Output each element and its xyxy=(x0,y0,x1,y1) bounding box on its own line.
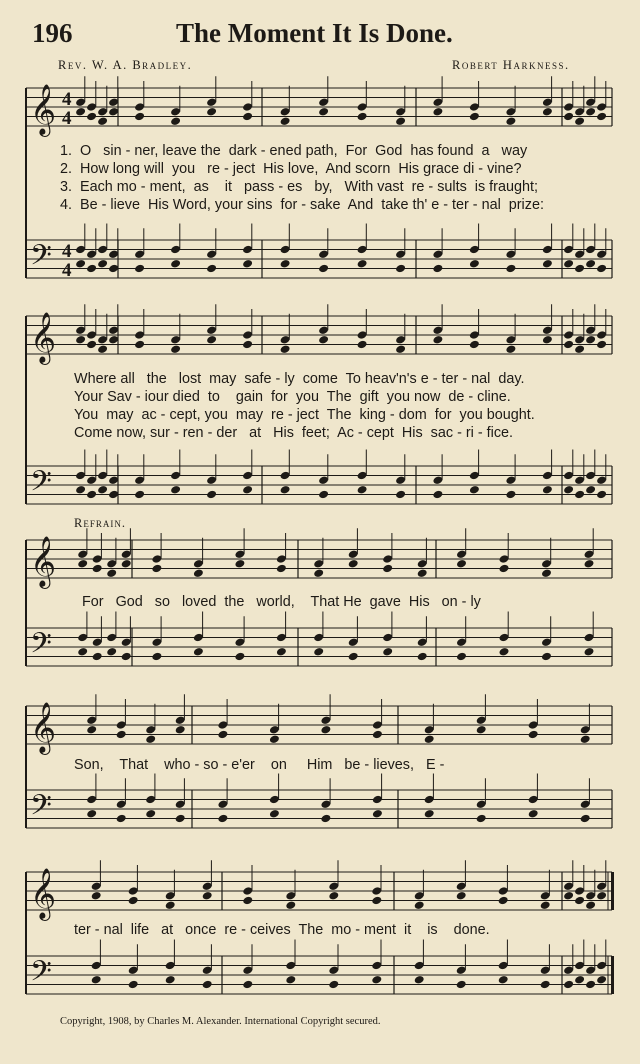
notehead xyxy=(596,490,607,500)
notehead xyxy=(91,891,102,901)
notehead xyxy=(542,107,553,117)
notehead xyxy=(357,485,368,495)
notehead xyxy=(395,116,406,126)
notehead xyxy=(206,490,217,500)
final-bar-line xyxy=(611,872,614,910)
notehead xyxy=(540,900,551,910)
notehead xyxy=(128,896,139,906)
bass-clef-icon: 𝄢 xyxy=(30,239,52,279)
notehead xyxy=(563,259,574,269)
notehead xyxy=(505,344,516,354)
verse-1-line-2: Where all the lost may safe - ly come To heav'n's e - ter - nal day. xyxy=(74,371,525,387)
notehead xyxy=(585,900,596,910)
composer-credit: Robert Harkness. xyxy=(452,58,570,72)
notehead xyxy=(371,896,382,906)
notehead xyxy=(542,259,553,269)
notehead xyxy=(92,652,103,662)
notehead xyxy=(92,564,103,574)
notehead xyxy=(563,485,574,495)
treble-clef-icon: 𝄞 xyxy=(30,312,57,363)
notehead xyxy=(206,107,217,117)
notehead xyxy=(563,891,574,901)
notehead xyxy=(476,725,487,735)
notehead xyxy=(574,975,585,985)
notehead xyxy=(417,652,428,662)
verse-3-line-2: You may ac - cept, you may re - ject The king - dom for you bought. xyxy=(74,407,535,423)
notehead xyxy=(414,900,425,910)
notehead xyxy=(574,490,585,500)
notehead xyxy=(242,259,253,269)
notehead xyxy=(469,485,480,495)
notehead xyxy=(106,568,117,578)
notehead xyxy=(499,564,510,574)
notehead xyxy=(584,647,595,657)
notehead xyxy=(97,485,108,495)
notehead xyxy=(382,647,393,657)
bass-clef-icon: 𝄢 xyxy=(30,465,52,505)
notehead xyxy=(585,485,596,495)
notehead xyxy=(206,264,217,274)
bass-clef-icon: 𝄢 xyxy=(30,955,52,995)
notehead xyxy=(217,814,228,824)
notehead xyxy=(476,814,487,824)
notehead xyxy=(145,734,156,744)
notehead xyxy=(348,559,359,569)
notehead xyxy=(505,264,516,274)
notehead xyxy=(585,335,596,345)
notehead xyxy=(540,980,551,990)
notehead xyxy=(134,112,145,122)
notehead xyxy=(395,490,406,500)
notehead xyxy=(313,568,324,578)
verse-4-line-2: Come now, sur - ren - der at His feet; Ac - cept His sac - ri - fice. xyxy=(74,425,514,441)
time-signature-bottom: 4 xyxy=(62,260,72,281)
verse-2-line-2: Your Sav - iour died to gain for you The gift you now de - cline. xyxy=(74,389,511,405)
notehead xyxy=(371,975,382,985)
notehead xyxy=(202,980,213,990)
notehead xyxy=(469,112,480,122)
notehead xyxy=(580,814,591,824)
bass-clef-icon: 𝄢 xyxy=(30,627,52,667)
notehead xyxy=(432,335,443,345)
notehead xyxy=(206,335,217,345)
notehead xyxy=(432,107,443,117)
notehead xyxy=(498,975,509,985)
notehead xyxy=(541,652,552,662)
notehead xyxy=(596,112,607,122)
notehead xyxy=(328,980,339,990)
copyright-notice: Copyright, 1908, by Charles M. Alexander. International Copyright secured. xyxy=(60,1016,381,1027)
time-signature-bottom: 4 xyxy=(62,108,72,129)
notehead xyxy=(498,896,509,906)
notehead xyxy=(77,559,88,569)
notehead xyxy=(234,559,245,569)
notehead xyxy=(596,975,607,985)
notehead xyxy=(202,891,213,901)
notehead xyxy=(563,112,574,122)
notehead xyxy=(469,259,480,269)
notehead xyxy=(285,900,296,910)
notehead xyxy=(121,559,132,569)
verse-2-line-1: 2. How long will you re - ject His love, And scorn His grace di - vine? xyxy=(60,161,522,177)
notehead xyxy=(585,107,596,117)
notehead xyxy=(528,809,539,819)
notehead xyxy=(86,112,97,122)
notehead xyxy=(585,259,596,269)
notehead xyxy=(217,730,228,740)
notehead xyxy=(242,112,253,122)
notehead xyxy=(313,647,324,657)
notehead xyxy=(75,485,86,495)
notehead xyxy=(285,975,296,985)
notehead xyxy=(456,980,467,990)
lyricist-credit: Rev. W. A. Bradley. xyxy=(58,58,193,72)
notehead xyxy=(134,264,145,274)
notehead xyxy=(528,730,539,740)
notehead xyxy=(242,896,253,906)
notehead xyxy=(128,980,139,990)
final-bar-line xyxy=(611,956,614,994)
notehead xyxy=(121,652,132,662)
notehead xyxy=(320,725,331,735)
notehead xyxy=(414,975,425,985)
notehead xyxy=(106,647,117,657)
notehead xyxy=(242,980,253,990)
notehead xyxy=(75,335,86,345)
verse-1-line-1: 1. O sin - ner, leave the dark - ened path, For God has found a way xyxy=(60,143,528,159)
notehead xyxy=(193,647,204,657)
notehead xyxy=(269,734,280,744)
notehead xyxy=(424,734,435,744)
notehead xyxy=(86,264,97,274)
notehead xyxy=(175,814,186,824)
notehead xyxy=(151,652,162,662)
notehead xyxy=(505,490,516,500)
notehead xyxy=(596,340,607,350)
treble-clef-icon: 𝄞 xyxy=(30,84,57,135)
notehead xyxy=(320,814,331,824)
notehead xyxy=(318,335,329,345)
notehead xyxy=(563,340,574,350)
notehead xyxy=(86,725,97,735)
notehead xyxy=(372,730,383,740)
notehead xyxy=(596,891,607,901)
notehead xyxy=(395,264,406,274)
notehead xyxy=(584,559,595,569)
notehead xyxy=(151,564,162,574)
notehead xyxy=(499,647,510,657)
notehead xyxy=(193,568,204,578)
notehead xyxy=(395,344,406,354)
notehead xyxy=(134,490,145,500)
notehead xyxy=(357,259,368,269)
notehead xyxy=(357,340,368,350)
notehead xyxy=(348,652,359,662)
notehead xyxy=(280,344,291,354)
notehead xyxy=(505,116,516,126)
notehead xyxy=(145,809,156,819)
notehead xyxy=(276,564,287,574)
notehead xyxy=(86,490,97,500)
bass-clef-icon: 𝄢 xyxy=(30,789,52,829)
hymn-number: 196 xyxy=(32,18,73,48)
notehead xyxy=(318,107,329,117)
notehead xyxy=(596,264,607,274)
notehead xyxy=(242,340,253,350)
notehead xyxy=(175,725,186,735)
refrain-label: Refrain. xyxy=(74,516,126,530)
notehead xyxy=(86,809,97,819)
notehead xyxy=(542,335,553,345)
notehead xyxy=(165,975,176,985)
notehead xyxy=(574,344,585,354)
treble-clef-icon: 𝄞 xyxy=(30,868,57,919)
notehead xyxy=(580,734,591,744)
notehead xyxy=(165,900,176,910)
notehead xyxy=(432,264,443,274)
refrain-line-2: Son, That who - so - e'er on Him be - lieves, E - xyxy=(74,757,445,773)
notehead xyxy=(170,344,181,354)
time-signature-top: 4 xyxy=(62,89,72,110)
notehead xyxy=(424,809,435,819)
notehead xyxy=(269,809,280,819)
notehead xyxy=(86,340,97,350)
refrain-line-3: ter - nal life at once re - ceives The mo - ment it is done. xyxy=(74,922,490,938)
notehead xyxy=(357,112,368,122)
notehead xyxy=(134,340,145,350)
notehead xyxy=(116,730,127,740)
notehead xyxy=(242,485,253,495)
notehead xyxy=(170,259,181,269)
verse-4-line-1: 4. Be - lieve His Word, your sins for - sake And take th' e - ter - nal prize: xyxy=(60,197,544,213)
notehead xyxy=(417,568,428,578)
notehead xyxy=(456,652,467,662)
notehead xyxy=(469,340,480,350)
verse-3-line-1: 3. Each mo - ment, as it pass - es by, With vast re - sults is fraught; xyxy=(60,179,538,195)
notehead xyxy=(280,485,291,495)
notehead xyxy=(280,259,291,269)
notehead xyxy=(234,652,245,662)
notehead xyxy=(97,344,108,354)
hymn-title: The Moment It Is Done. xyxy=(176,18,453,48)
notehead xyxy=(91,975,102,985)
refrain-line-1: For God so loved the world, That He gave His on - ly xyxy=(82,594,481,610)
notehead xyxy=(432,490,443,500)
notehead xyxy=(97,259,108,269)
notehead xyxy=(542,485,553,495)
notehead xyxy=(116,814,127,824)
notehead xyxy=(97,116,108,126)
notehead xyxy=(382,564,393,574)
notehead xyxy=(328,891,339,901)
notehead xyxy=(77,647,88,657)
notehead xyxy=(280,116,291,126)
notehead xyxy=(170,485,181,495)
notehead xyxy=(563,980,574,990)
notehead xyxy=(318,490,329,500)
notehead xyxy=(372,809,383,819)
notehead xyxy=(318,264,329,274)
notehead xyxy=(456,559,467,569)
notehead xyxy=(75,107,86,117)
notehead xyxy=(574,116,585,126)
notehead xyxy=(276,647,287,657)
notehead xyxy=(541,568,552,578)
notehead xyxy=(585,980,596,990)
treble-clef-icon: 𝄞 xyxy=(30,536,57,587)
notehead xyxy=(574,264,585,274)
notehead xyxy=(574,896,585,906)
time-signature-top: 4 xyxy=(62,241,72,262)
notehead xyxy=(456,891,467,901)
treble-clef-icon: 𝄞 xyxy=(30,702,57,753)
notehead xyxy=(170,116,181,126)
notehead xyxy=(75,259,86,269)
